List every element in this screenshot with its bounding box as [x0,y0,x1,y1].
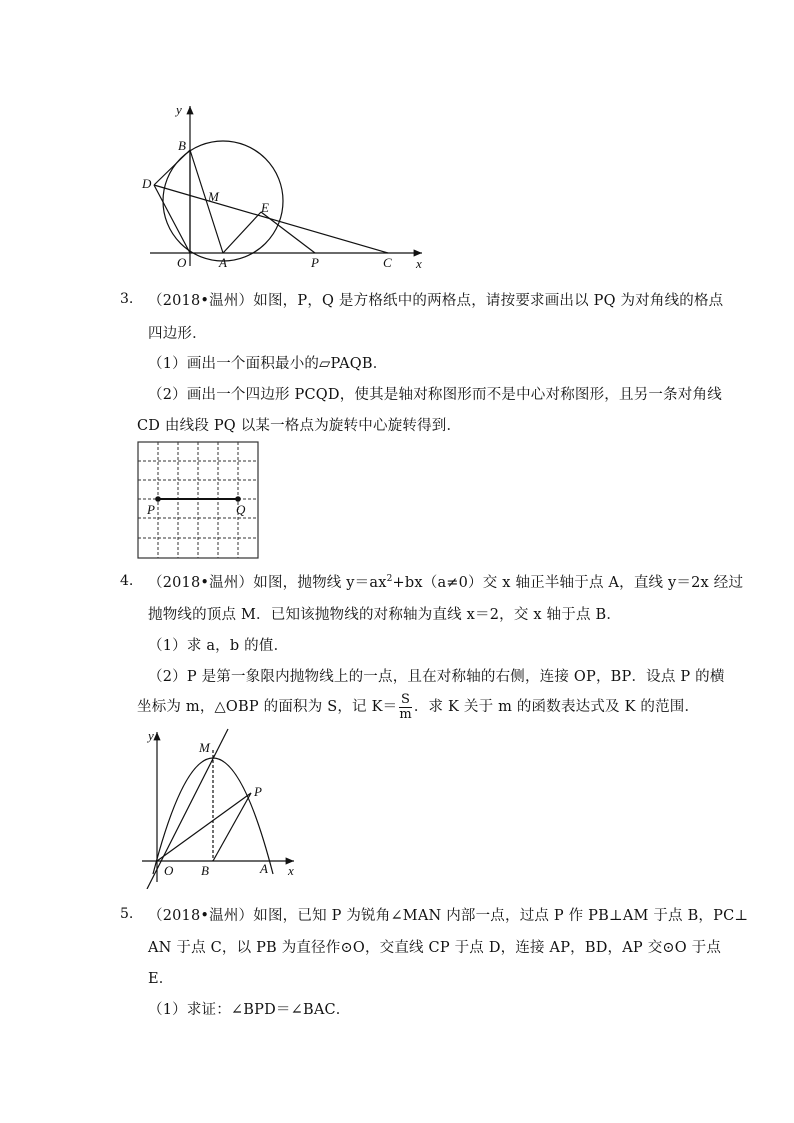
point-q [235,496,241,502]
para-label-m: M [199,740,210,755]
q4-source: （2018•温州） [148,575,254,591]
segment-bp [213,793,251,861]
parabola-figure [134,724,304,889]
para-label-y: y [148,728,154,743]
label-e: E [261,200,269,215]
q5-number: 5. [120,906,134,922]
fraction-denominator: m [399,707,412,722]
grid-label-q: Q [236,502,246,517]
label-x: x [416,256,422,271]
para-label-a: A [260,861,268,876]
q5-part1: （1）求证：∠BPD＝∠BAC． [148,1002,351,1018]
q4-number: 4. [120,573,134,589]
q3-part1: （1）画出一个面积最小的▱PAQB． [148,356,388,372]
q5-stem2: AN 于点 C，以 PB 为直径作⊙O，交直线 CP 于点 D，连接 AP，BD，AP 交⊙O 于点 [148,940,722,956]
label-y: y [176,102,182,117]
q4-part2-line2 [137,693,699,721]
circle-geometry-figure [130,98,430,273]
para-label-x: x [288,863,294,878]
para-label-p: P [254,784,262,799]
q3-stem1: 如图，P，Q 是方格纸中的两格点，请按要求画出以 PQ 为对角线的格点 [253,293,724,309]
q4-part2b-pre: 坐标为 m，△OBP 的面积为 S，记 K＝ [137,699,398,715]
q5-source: （2018•温州） [148,908,254,924]
q3-part2-line2: CD 由线段 PQ 以某一格点为旋转中心旋转得到． [137,418,462,434]
q4-stem1a: 如图，抛物线 y＝ax [253,575,387,591]
label-a: A [219,255,227,270]
fraction-numerator: S [401,692,411,707]
segment-op [157,793,251,861]
q3-part2-line1: （2）画出一个四边形 PCQD，使其是轴对称图形而不是中心对称图形，且另一条对角线 [148,387,722,403]
q4-stem1b: +bx（a≠0）交 x 轴正半轴于点 A，直线 y＝2x 经过 [392,575,744,591]
q5-stem-line1 [148,904,748,925]
segment-bd [154,150,190,185]
label-m: M [208,189,219,204]
label-p: P [311,255,319,270]
q5-stem1: 如图，已知 P 为锐角∠MAN 内部一点，过点 P 作 PB⊥AM 于点 B，PC⊥ [253,908,749,924]
q4-part2b-post: ．求 K 关于 m 的函数表达式及 K 的范围． [413,699,700,715]
q3-stem-line1 [148,289,723,310]
segment-do [154,185,190,253]
segment-ae [223,212,261,253]
label-d: D [142,176,152,191]
label-b: B [178,138,186,153]
fraction-s-over-m [399,693,412,721]
q3-source: （2018•温州） [148,293,254,309]
label-o: O [177,255,187,270]
point-p [155,496,161,502]
segment-ep [261,212,315,253]
q4-part1: （1）求 a，b 的值． [148,638,289,654]
para-label-o: O [164,863,174,878]
line-y-2x [147,729,228,889]
label-c: C [383,255,392,270]
grid-figure [134,438,262,562]
q4-stem-line1 [148,571,743,592]
grid-label-p: P [147,502,155,517]
q5-stem3: E． [148,971,174,987]
q3-stem2: 四边形． [148,326,207,342]
q4-part2-line1: （2）P 是第一象限内抛物线上的一点，且在对称轴的右侧，连接 OP，BP．设点 P 的横 [148,669,725,685]
q3-number: 3. [120,291,134,307]
q4-stem2: 抛物线的顶点 M．已知该抛物线的对称轴为直线 x＝2，交 x 轴于点 B． [148,607,622,623]
q4-stem1-sup: 2 [386,574,393,585]
para-label-b: B [201,863,209,878]
